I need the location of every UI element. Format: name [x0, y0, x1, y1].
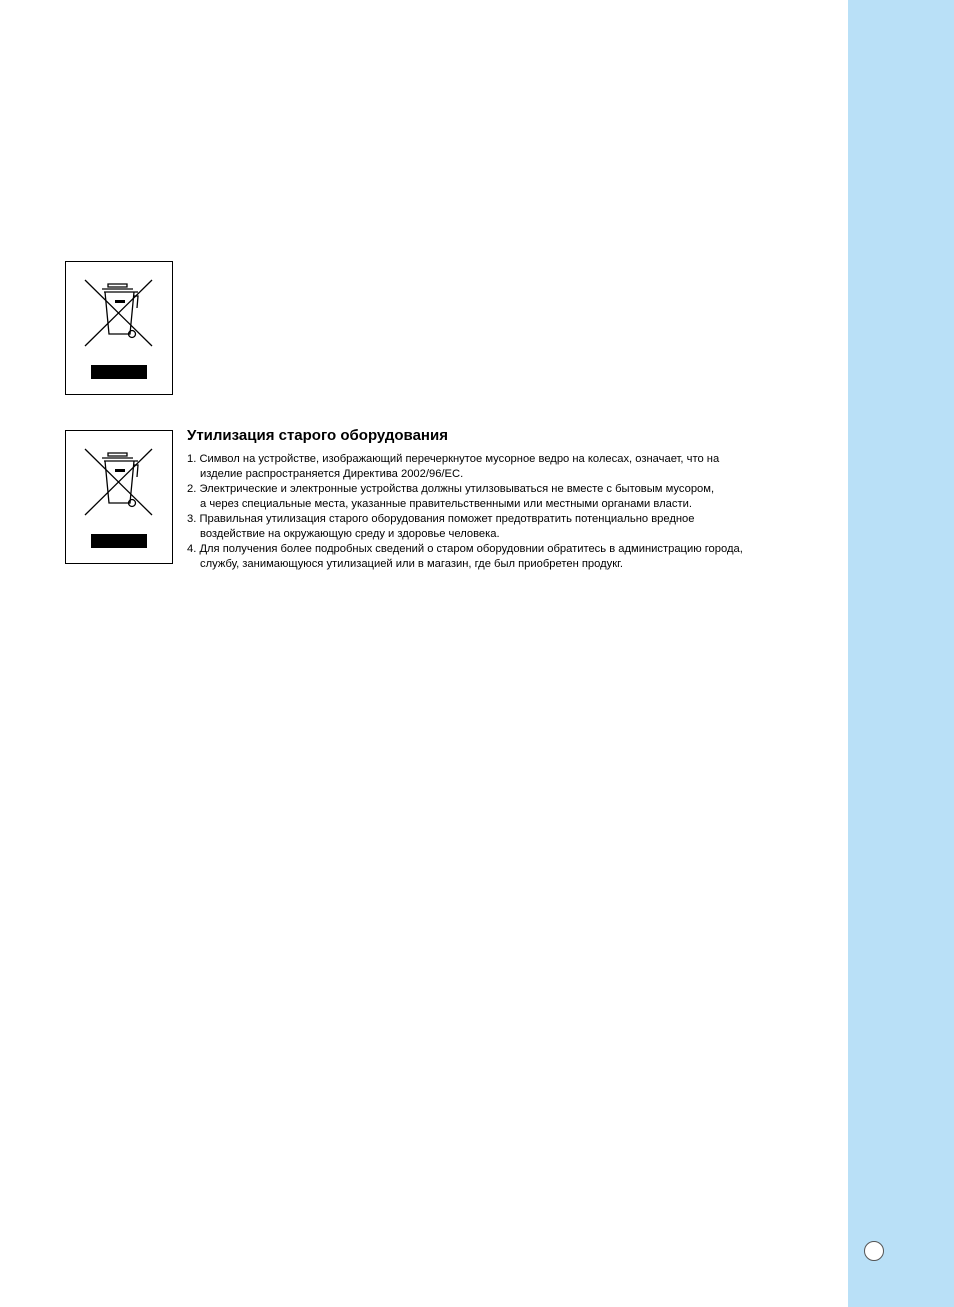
- list-item: [187, 542, 743, 572]
- list-item-line: 3. Правильная утилизация старого оборудования поможет предотвратить потенциально вредное: [187, 513, 695, 525]
- weee-symbol-box-bottom: [65, 430, 173, 564]
- crossed-out-wheeled-bin-icon: [66, 431, 174, 565]
- disposal-instructions-list: [187, 452, 743, 572]
- list-item: [187, 512, 743, 542]
- crossed-out-wheeled-bin-icon: [66, 262, 174, 396]
- list-item-line: 2. Электрические и электронные устройства должны утилзовываться не вместе с бытовым мусором,: [187, 483, 715, 495]
- list-item: [187, 482, 743, 512]
- section-title: Утилизация старого оборудования: [187, 427, 448, 444]
- page-number-circle-icon: [864, 1241, 884, 1261]
- list-item-line: а через специальные места, указанные правительственными или местными органами власти.: [200, 498, 692, 510]
- list-item-line: 4. Для получения более подробных сведений о старом оборудовнии обратитесь в администрацию города,: [187, 543, 743, 555]
- list-item: [187, 452, 743, 482]
- side-band: [848, 0, 954, 1307]
- weee-symbol-box-top: [65, 261, 173, 395]
- list-item-line: 1. Символ на устройстве, изображающий перечеркнутое мусорное ведро на колесах, означает, что на: [187, 453, 720, 465]
- list-item-line: изделие распространяется Директива 2002/96/ЕС.: [200, 468, 464, 480]
- list-item-line: службу, занимающуюся утилизацией или в магазин, где был приобретен продукг.: [200, 558, 623, 570]
- list-item-line: воздействие на окружающую среду и здоровье человека.: [200, 528, 500, 540]
